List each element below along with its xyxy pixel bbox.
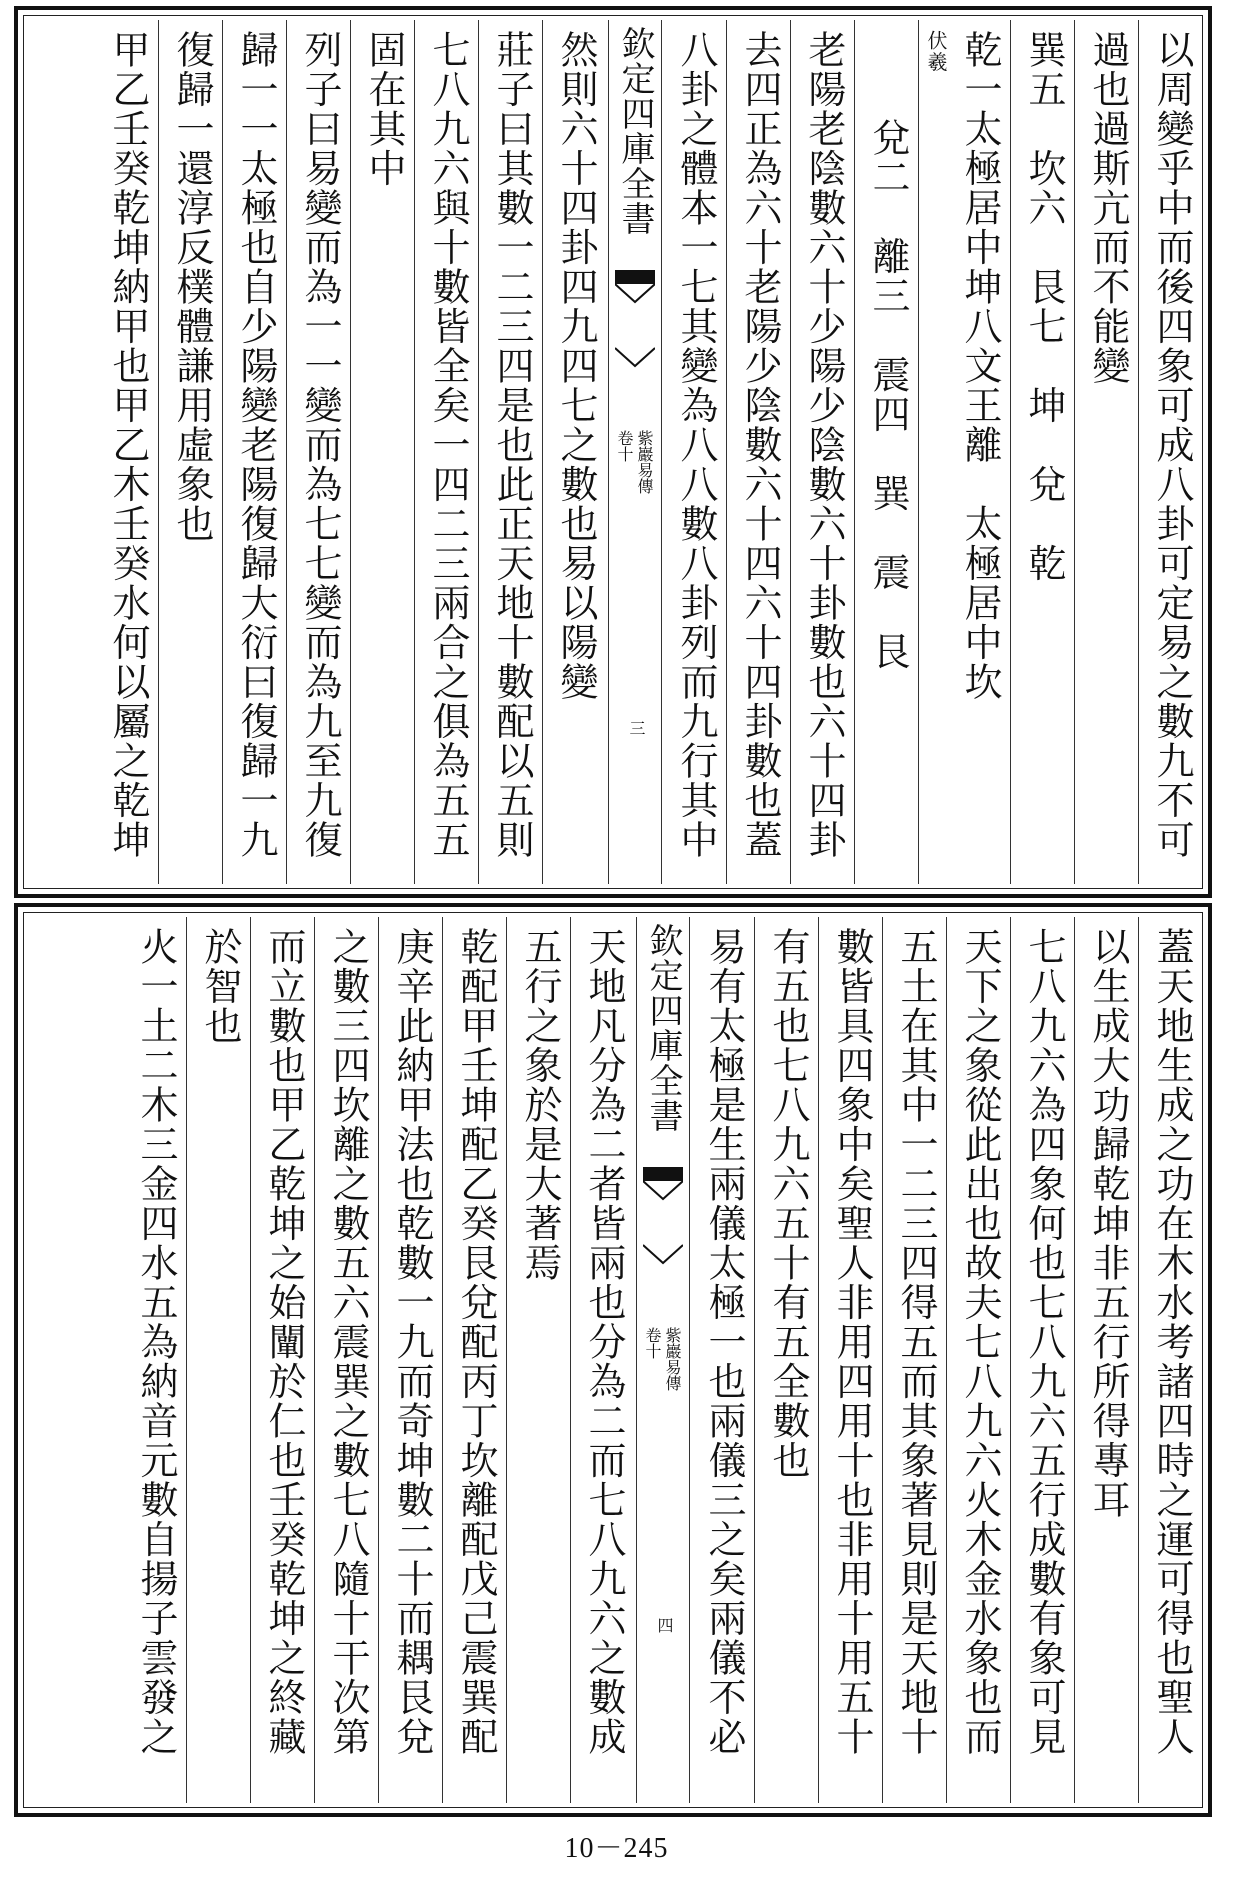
column-rule (158, 20, 159, 884)
fishtail-mark-icon (643, 1167, 683, 1201)
column-rule (726, 20, 727, 884)
column-rule (186, 917, 187, 1803)
text-column: 固在其中 (362, 30, 406, 188)
text-column: 莊子曰其數一二三四是也此正天地十數配以五則 (490, 30, 534, 860)
fishtail-mark-icon (643, 1243, 683, 1277)
column-rule (854, 20, 855, 884)
column-rule (442, 917, 443, 1803)
column-rule (818, 917, 819, 1803)
book-name: 欽定四庫全書 (615, 26, 655, 236)
text-column: 蓋天地生成之功在木水考諸四時之運可得也聖人 (1150, 927, 1194, 1757)
column-rule (754, 917, 755, 1803)
center-page-number: 四 (655, 1617, 674, 1633)
text-column: 數皆具四象中矣聖人非用四用十也非用十用五十 (830, 927, 874, 1757)
text-column: 五土在其中一二三四得五而其象著見則是天地十 (894, 927, 938, 1757)
center-juan: 卷十 (643, 1327, 662, 1359)
text-column: 然則六十四卦四九四七之數也易以陽變 (554, 30, 598, 702)
column-rule (314, 917, 315, 1803)
text-column: 易有太極是生兩儀太極一也兩儀三之矣兩儀不必 (702, 927, 746, 1757)
column-rule (1010, 20, 1011, 884)
text-column: 天下之象從此出也故夫七八九六火木金水象也而 (958, 927, 1002, 1757)
book-name: 欽定四庫全書 (643, 923, 683, 1133)
center-title: 紫巖易傳 (635, 430, 654, 494)
column-rule (570, 917, 571, 1803)
center-fold (636, 917, 690, 1803)
fishtail-mark-icon (615, 270, 655, 304)
page-footer-number: 10－245 (564, 1833, 669, 1864)
column-rule (542, 20, 543, 884)
column-rule (1074, 917, 1075, 1803)
text-column: 七八九六為四象何也七八九六五行成數有象可見 (1022, 927, 1066, 1757)
text-column: 老陽老陰數六十少陽少陰數六十卦數也六十四卦 (802, 30, 846, 860)
column-rule (918, 20, 919, 884)
text-column: 於智也 (198, 927, 242, 1046)
center-fold (608, 20, 662, 884)
column-rule (1010, 917, 1011, 1803)
text-column: 列子曰易變而為一一變而為七七變而為九至九復 (298, 30, 342, 860)
column-rule (222, 20, 223, 884)
text-column: 兌二 離三 震四 巽 震 艮 (866, 118, 910, 671)
text-column: 而立數也甲乙乾坤之始闡於仁也壬癸乾坤之終藏 (262, 927, 306, 1757)
top-page (14, 6, 1212, 898)
text-column: 庚辛此納甲法也乾數一九而奇坤數二十而耦艮兌 (390, 927, 434, 1757)
column-rule (286, 20, 287, 884)
text-column: 乾配甲壬坤配乙癸艮兌配丙丁坎離配戊己震巽配 (454, 927, 498, 1757)
text-column: 天地凡分為二者皆兩也分為二而七八九六之數成 (582, 927, 626, 1757)
column-rule (790, 20, 791, 884)
text-column: 以周變乎中而後四象可成八卦可定易之數九不可 (1150, 30, 1194, 860)
text-column: 去四正為六十老陽少陰數六十四六十四卦數也蓋 (738, 30, 782, 860)
column-rule (250, 917, 251, 1803)
text-column: 有五也七八九六五十有五全數也 (766, 927, 810, 1480)
column-rule (1138, 917, 1139, 1803)
text-column: 之數三四坎離之數五六震巽之數七八隨十干次第 (326, 927, 370, 1757)
column-rule (378, 917, 379, 1803)
center-page-number: 三 (627, 720, 646, 736)
column-rule (946, 917, 947, 1803)
text-column: 七八九六與十數皆全矣一四二三兩合之俱為五五 (426, 30, 470, 860)
fishtail-mark-icon (615, 346, 655, 380)
bottom-page (14, 903, 1212, 1817)
column-rule (1138, 20, 1139, 884)
small-note: 伏羲 (924, 30, 948, 73)
text-column: 八卦之體本一七其變為八八數八卦列而九行其中 (674, 30, 718, 860)
column-rule (350, 20, 351, 884)
text-column: 歸一一太極也自少陽變老陽復歸大衍曰復歸一九 (234, 30, 278, 860)
text-column: 乾一太極居中坤八文王離 太極居中坎 (958, 30, 1002, 702)
column-rule (414, 20, 415, 884)
text-column: 五行之象於是大著焉 (518, 927, 562, 1283)
center-title: 紫巖易傳 (663, 1327, 682, 1391)
text-column: 巽五 坎六 艮七 坤 兌 乾 (1022, 30, 1066, 583)
text-column: 復歸一還淳反樸體謙用虛象也 (170, 30, 214, 544)
column-rule (882, 917, 883, 1803)
text-column: 過也過斯亢而不能變 (1086, 30, 1130, 386)
column-rule (478, 20, 479, 884)
center-juan: 卷十 (615, 430, 634, 462)
text-column: 甲乙壬癸乾坤納甲也甲乙木壬癸水何以屬之乾坤 (106, 30, 150, 860)
column-rule (506, 917, 507, 1803)
text-column: 火一土二木三金四水五為納音元數自揚子雲發之 (134, 927, 178, 1757)
text-column: 以生成大功歸乾坤非五行所得專耳 (1086, 927, 1130, 1520)
column-rule (1074, 20, 1075, 884)
